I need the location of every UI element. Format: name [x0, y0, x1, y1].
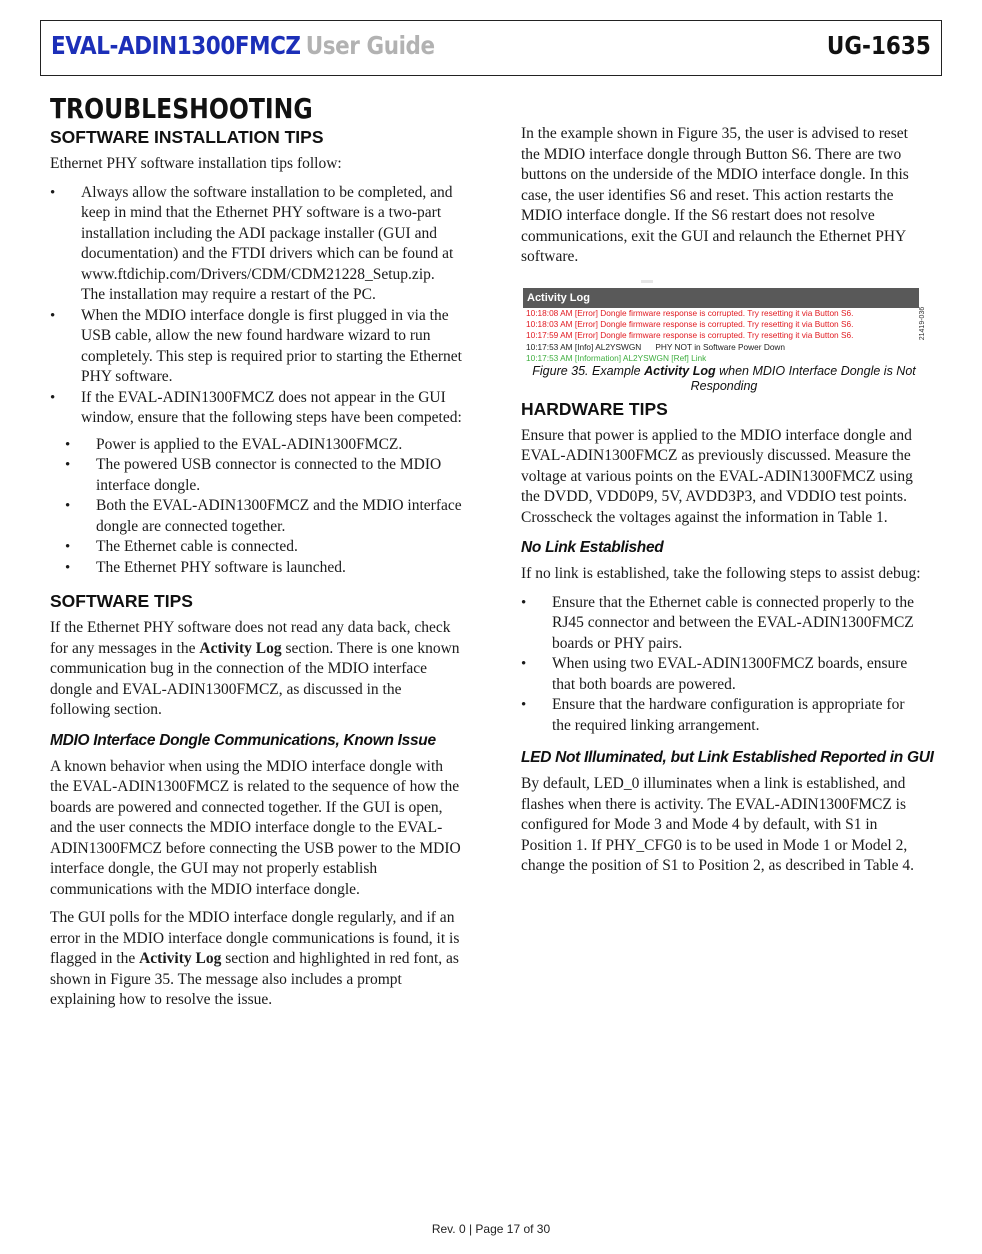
list-item: • When the MDIO interface dongle is first plugged in via the USB cable, allow the new found hardware wizard to run completely. This step is required prior to starting the Ethernet PHY software.	[50, 306, 462, 388]
text-run: If the Ethernet PHY software does not read any data back, check for any messages in the	[50, 619, 451, 657]
page-footer: Rev. 0 | Page 17 of 30	[431, 1222, 551, 1236]
install-tips-intro: Ethernet PHY software installation tips follow:	[50, 155, 342, 172]
list-item: • Power is applied to the EVAL-ADIN1300FMCZ.	[50, 435, 462, 456]
page-header	[40, 20, 942, 76]
list-item: • When using two EVAL-ADIN1300FMCZ boards, ensure that both boards are powered.	[521, 654, 927, 695]
text-run: section. There is one known communication bug in the connection of the MDIO interface dongle and EVAL-ADIN1300FMCZ, as discussed in the following section.	[50, 639, 460, 718]
gui-polls-paragraph	[50, 908, 462, 1011]
section-heading-hardware-tips: HARDWARE TIPS	[521, 398, 668, 419]
product-name: EVAL-ADIN1300FMCZ	[51, 31, 301, 60]
list-item: • Always allow the software installation to be completed, and keep in mind that the Ethernet PHY software is a two-part installation including the ADI package installer (GUI and documentation) and the FTDI drivers which can be found at www.ftdichip.com/Drivers/CDM/CDM21228_Setup.zip. The installation may require a restart of the PC.	[50, 183, 462, 306]
figure-marker	[641, 280, 653, 283]
no-link-intro: If no link is established, take the following steps to assist debug:	[521, 565, 921, 582]
software-tips-paragraph	[50, 618, 462, 721]
subheading-no-link: No Link Established	[521, 539, 664, 556]
subheading-led: LED Not Illuminated, but Link Established Reported in GUI	[521, 749, 934, 766]
figure-id: 21419-036	[918, 306, 926, 340]
header-product-title	[51, 31, 435, 60]
text-run: Figure 35. Example	[532, 363, 645, 378]
activity-log-term: Activity Log	[139, 950, 222, 967]
log-time: 10:18:03 AM [Error]	[526, 318, 598, 329]
known-issue-paragraph: A known behavior when using the MDIO interface dongle with the EVAL-ADIN1300FMCZ is related to the sequence of how the boards are powered and connected together. If the GUI is open, and the user connects the MDIO interface dongle to the EVAL-ADIN1300FMCZ before connecting the USB power to the MDIO interface dongle, the GUI may not properly establish communications with the MDIO interface dongle.	[50, 757, 461, 898]
list-item: • Both the EVAL-ADIN1300FMCZ and the MDIO interface dongle are connected together.	[50, 496, 462, 537]
activity-log-term: Activity Log	[199, 639, 282, 657]
doc-number: UG-1635	[827, 31, 931, 60]
log-message: Dongle firmware response is corrupted. Try resetting it via Button S6.	[600, 330, 854, 341]
activity-log-screenshot	[523, 288, 919, 364]
led-paragraph: By default, LED_0 illuminates when a link is established, and flashes when there is activity. The EVAL-ADIN1300FMCZ is configured for Mode 3 and Mode 4 by default, with S1 in Position 1. If PHY_CFG0 is to be used in Mode 1 or Model 2, change the position of S1 to Position 2, as described in Table 4.	[521, 775, 914, 874]
hardware-tips-paragraph: Ensure that power is applied to the MDIO interface dongle and EVAL-ADIN1300FMCZ as previously discussed. Measure the voltage at various points on the EVAL-ADIN1300FMCZ using the DVDD, VDD0P9, 5V, AVDD3P3, and VDDIO test points. Crosscheck the voltages against the information in Table 1.	[521, 426, 913, 526]
activity-log-term: Activity Log	[644, 363, 716, 378]
list-item: • The Ethernet PHY software is launched.	[50, 558, 462, 579]
left-column	[50, 124, 462, 1019]
subheading-known-issue: MDIO Interface Dongle Communications, Known Issue	[50, 731, 436, 749]
figure-caption	[521, 364, 927, 395]
log-message: Dongle firmware response is corrupted. Try resetting it via Button S6.	[600, 307, 854, 318]
log-line	[523, 319, 919, 330]
log-line	[523, 330, 919, 341]
install-tips-list	[50, 183, 462, 429]
no-link-list	[521, 593, 927, 737]
figure-35	[521, 284, 927, 392]
doc-type: User Guide	[305, 31, 435, 60]
install-tips-sublist	[50, 435, 462, 579]
text-run: The GUI polls for the MDIO interface dongle regularly, and if an error in the MDIO interface dongle communications is found, it is flagged in the	[50, 909, 460, 967]
page-title: TROUBLESHOOTING	[50, 92, 313, 125]
log-time: 10:18:08 AM [Error]	[526, 307, 598, 318]
log-message: PHY NOT in Software Power Down	[655, 341, 786, 352]
log-time: 10:17:59 AM [Error]	[526, 330, 598, 341]
reset-paragraph: In the example shown in Figure 35, the user is advised to reset the MDIO interface dongle through Button S6. There are two buttons on the underside of the MDIO interface dongle. In this case, the user identifies S6 and reset. This action restarts the MDIO interface dongle. If the S6 restart does not resolve communications, exit the GUI and relaunch the Ethernet PHY software.	[521, 125, 909, 265]
log-time: 10:17:53 AM [Info] AL2YSWGN	[526, 341, 642, 352]
list-item: • Ensure that the Ethernet cable is connected properly to the RJ45 connector and between the EVAL-ADIN1300FMCZ boards or PHY pairs.	[521, 593, 927, 655]
log-message: Dongle firmware response is corrupted. Try resetting it via Button S6.	[600, 318, 854, 329]
list-item: • The Ethernet cable is connected.	[50, 537, 462, 558]
list-item: • Ensure that the hardware configuration is appropriate for the required linking arrangement.	[521, 695, 927, 736]
section-heading-software-tips: SOFTWARE TIPS	[50, 591, 193, 611]
section-heading-install-tips: SOFTWARE INSTALLATION TIPS	[50, 127, 324, 147]
list-item: • The powered USB connector is connected to the MDIO interface dongle.	[50, 455, 462, 496]
activity-log-title: Activity Log	[523, 288, 919, 308]
text-run: when MDIO Interface Dongle is Not Responding	[690, 363, 916, 393]
log-line	[523, 342, 919, 353]
log-line	[523, 308, 919, 319]
log-line-cut: 10:17:53 AM [Information] AL2YSWGN [Ref] Link	[526, 353, 707, 364]
text-run: section and highlighted in red font, as shown in Figure 35. The message also includes a prompt explaining how to resolve the issue.	[50, 950, 459, 1008]
list-item: • If the EVAL-ADIN1300FMCZ does not appear in the GUI window, ensure that the following steps have been competed:	[50, 388, 462, 429]
right-column	[521, 124, 934, 885]
